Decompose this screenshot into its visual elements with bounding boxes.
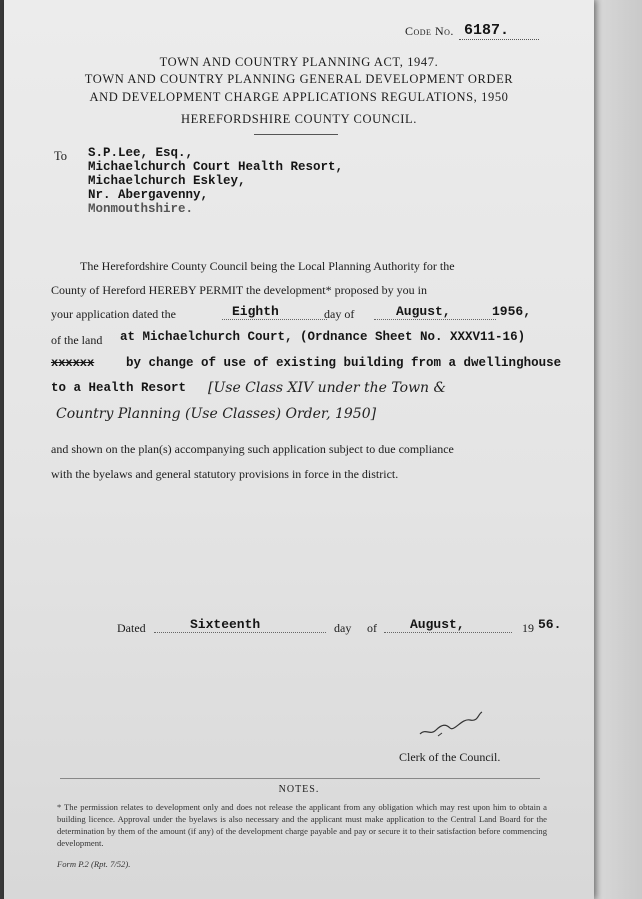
application-date-day-of: day of <box>324 307 355 321</box>
addressee-label: To <box>54 149 68 163</box>
addressee-line: S.P.Lee, Esq., <box>88 146 194 160</box>
notes-text: * The permission relates to development only and does not release the applicant from any obligation which may rest upon him to obtain a building licence. Approval under the byelaws is also necessary and the applicant must make application to the Central Land Board for the determination by them of the amount (if any) of the development charge payable and pay or secure it to their satisfaction before commencing development. <box>57 802 547 848</box>
handwritten-use-class-line-2: Country Planning (Use Classes) Order, 1950] <box>56 406 377 422</box>
handwritten-use-class-line-1: [Use Class XIV under the Town & <box>208 380 446 396</box>
application-date-prefix: your application dated the <box>51 307 176 321</box>
form-reference: Form P.2 (Rpt. 7/52). <box>57 859 131 869</box>
struck-out-word: xxxxxx <box>51 356 95 370</box>
heading-act: TOWN AND COUNTRY PLANNING ACT, 1947. <box>159 55 439 69</box>
code-number-underline <box>459 39 539 40</box>
dated-month: August, <box>384 617 512 633</box>
heading-divider <box>254 134 338 135</box>
land-label: of the land <box>51 333 103 347</box>
land-description: at Michaelchurch Court, (Ordnance Sheet No. XXXV11-16) <box>120 330 526 344</box>
planning-permission-document <box>4 0 594 899</box>
signatory-role: Clerk of the Council. <box>399 750 501 764</box>
dated-day: Sixteenth <box>154 617 326 633</box>
notes-divider <box>60 778 540 779</box>
application-date-month: August, <box>374 304 496 320</box>
development-description-line-1: by change of use of existing building from a dwellinghouse <box>126 356 562 370</box>
permit-text-line-1: The Herefordshire County Council being the Local Planning Authority for the <box>80 259 455 273</box>
heading-regulations: AND DEVELOPMENT CHARGE APPLICATIONS REGULATIONS, 1950 <box>89 90 509 104</box>
application-date-day: Eighth <box>222 304 327 320</box>
dated-day-word: day <box>334 621 352 635</box>
addressee-line: Michaelchurch Eskley, <box>88 174 246 188</box>
code-number-value: 6187. <box>464 22 510 39</box>
addressee-line: Monmouthshire. <box>88 202 194 216</box>
heading-council: HEREFORDSHIRE COUNTY COUNCIL. <box>180 112 418 126</box>
dated-of-word: of <box>367 621 377 635</box>
dated-year-suffix: 56. <box>538 617 562 632</box>
addressee-line: Nr. Abergavenny, <box>88 188 209 202</box>
addressee-line: Michaelchurch Court Health Resort, <box>88 160 344 174</box>
notes-title: NOTES. <box>278 784 320 795</box>
permit-text-line-2: County of Hereford HEREBY PERMIT the development* proposed by you in <box>51 283 427 297</box>
code-number-label: Code No. <box>405 24 454 38</box>
dated-year-prefix: 19 <box>522 621 534 635</box>
heading-order: TOWN AND COUNTRY PLANNING GENERAL DEVELOPMENT ORDER <box>84 72 514 86</box>
dated-label: Dated <box>117 621 146 635</box>
compliance-text-line-1: and shown on the plan(s) accompanying such application subject to due compliance <box>51 442 454 456</box>
compliance-text-line-2: with the byelaws and general statutory provisions in force in the district. <box>51 467 399 481</box>
signature-scribble <box>416 706 486 740</box>
application-date-year: 1956, <box>492 304 532 319</box>
development-description-line-2: to a Health Resort <box>51 381 187 395</box>
